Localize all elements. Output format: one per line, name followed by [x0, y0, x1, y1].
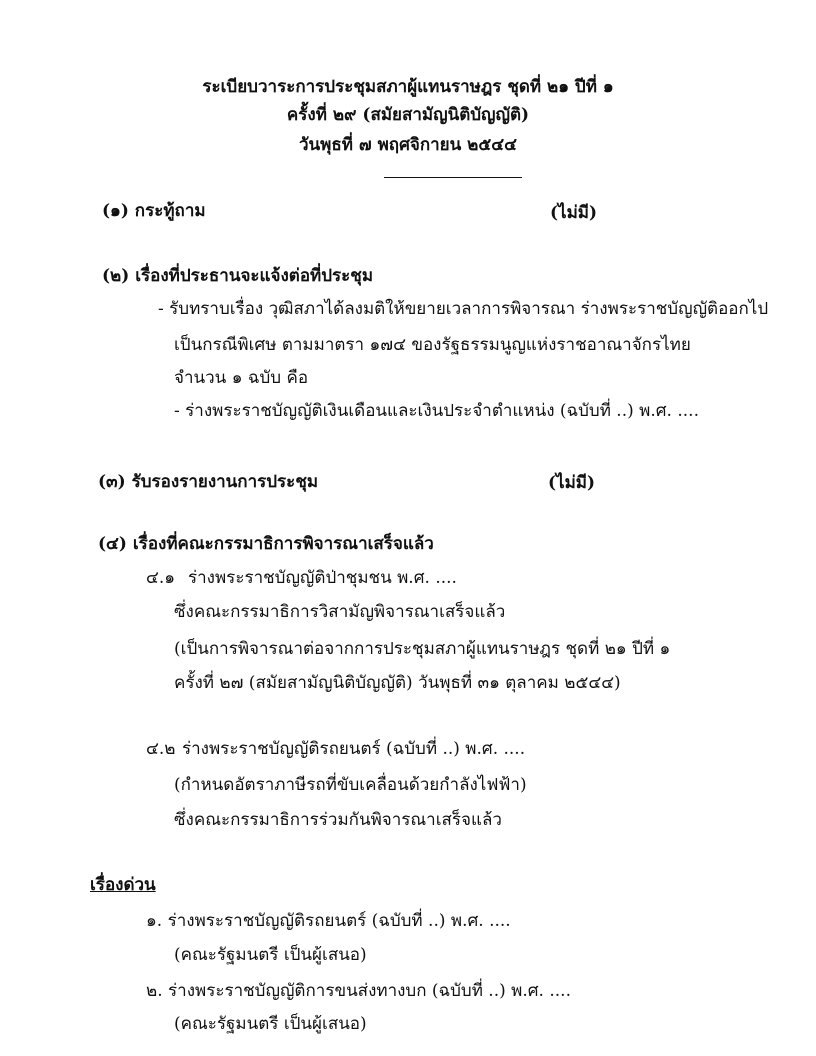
item-4-2-title: ร่างพระราชบัญญัติรถยนตร์ (ฉบับที่ ..) พ.ศ. ....: [182, 739, 526, 759]
item-4-1-line-3: ครั้งที่ ๒๗ (สมัยสามัญนิติบัญญัติ) วันพุธที่ ๓๑ ตุลาคม ๒๕๔๔): [174, 673, 621, 693]
section-2-title: (๒) เรื่องที่ประธานจะแจ้งต่อที่ประชุม: [102, 266, 374, 286]
section-2-line-4: - ร่างพระราชบัญญัติเงินเดือนและเงินประจำตำแหน่ง (ฉบับที่ ..) พ.ศ. ....: [174, 401, 699, 421]
section-2-line-1: - รับทราบเรื่อง วุฒิสภาได้ลงมติให้ขยายเวลาการพิจารณา ร่างพระราชบัญญัติออกไป: [158, 299, 769, 319]
agenda-title: ระเบียบวาระการประชุมสภาผู้แทนราษฎร ชุดที่ ๒๑ ปีที่ ๑: [202, 77, 614, 97]
section-1-title: (๑) กระทู้ถาม: [102, 201, 206, 221]
meeting-date: วันพุธที่ ๗ พฤศจิกายน ๒๕๔๔: [299, 135, 517, 155]
item-4-1-title: ร่างพระราชบัญญัติป่าชุมชน พ.ศ. ....: [188, 568, 457, 588]
section-3-title: (๓) รับรองรายงานการประชุม: [98, 472, 319, 492]
urgent-item-1-proposer: (คณะรัฐมนตรี เป็นผู้เสนอ): [174, 945, 367, 965]
urgent-item-2-proposer: (คณะรัฐมนตรี เป็นผู้เสนอ): [174, 1014, 367, 1034]
urgent-heading: เรื่องด่วน: [90, 875, 156, 895]
urgent-item-2: ๒. ร่างพระราชบัญญัติการขนส่งทางบก (ฉบับที่ ..) พ.ศ. ....: [146, 981, 571, 1001]
session-number: ครั้งที่ ๒๙ (สมัยสามัญนิติบัญญัติ): [286, 105, 530, 125]
item-4-1-number: ๔.๑: [146, 568, 176, 588]
section-2-line-2: เป็นกรณีพิเศษ ตามมาตรา ๑๗๔ ของรัฐธรรมนูญแห่งราชอาณาจักรไทย: [174, 335, 691, 355]
item-4-1-line-2: (เป็นการพิจารณาต่อจากการประชุมสภาผู้แทนราษฎร ชุดที่ ๒๑ ปีที่ ๑: [174, 639, 671, 659]
item-4-1-line-1: ซึ่งคณะกรรมาธิการวิสามัญพิจารณาเสร็จแล้ว: [174, 602, 506, 622]
section-2-line-3: จำนวน ๑ ฉบับ คือ: [174, 368, 309, 388]
item-4-2-number: ๔.๒: [146, 739, 176, 759]
item-4-2-line-2: ซึ่งคณะกรรมาธิการร่วมกันพิจารณาเสร็จแล้ว: [174, 810, 502, 830]
section-3-status: (ไม่มี): [548, 473, 596, 493]
header-divider: [384, 177, 522, 178]
item-4-2-line-1: (กำหนดอัตราภาษีรถที่ขับเคลื่อนด้วยกำลังไฟฟ้า): [174, 775, 527, 795]
section-4-title: (๔) เรื่องที่คณะกรรมาธิการพิจารณาเสร็จแล้ว: [98, 534, 434, 554]
section-1-status: (ไม่มี): [550, 203, 598, 223]
urgent-item-1: ๑. ร่างพระราชบัญญัติรถยนตร์ (ฉบับที่ ..) พ.ศ. ....: [146, 911, 511, 931]
